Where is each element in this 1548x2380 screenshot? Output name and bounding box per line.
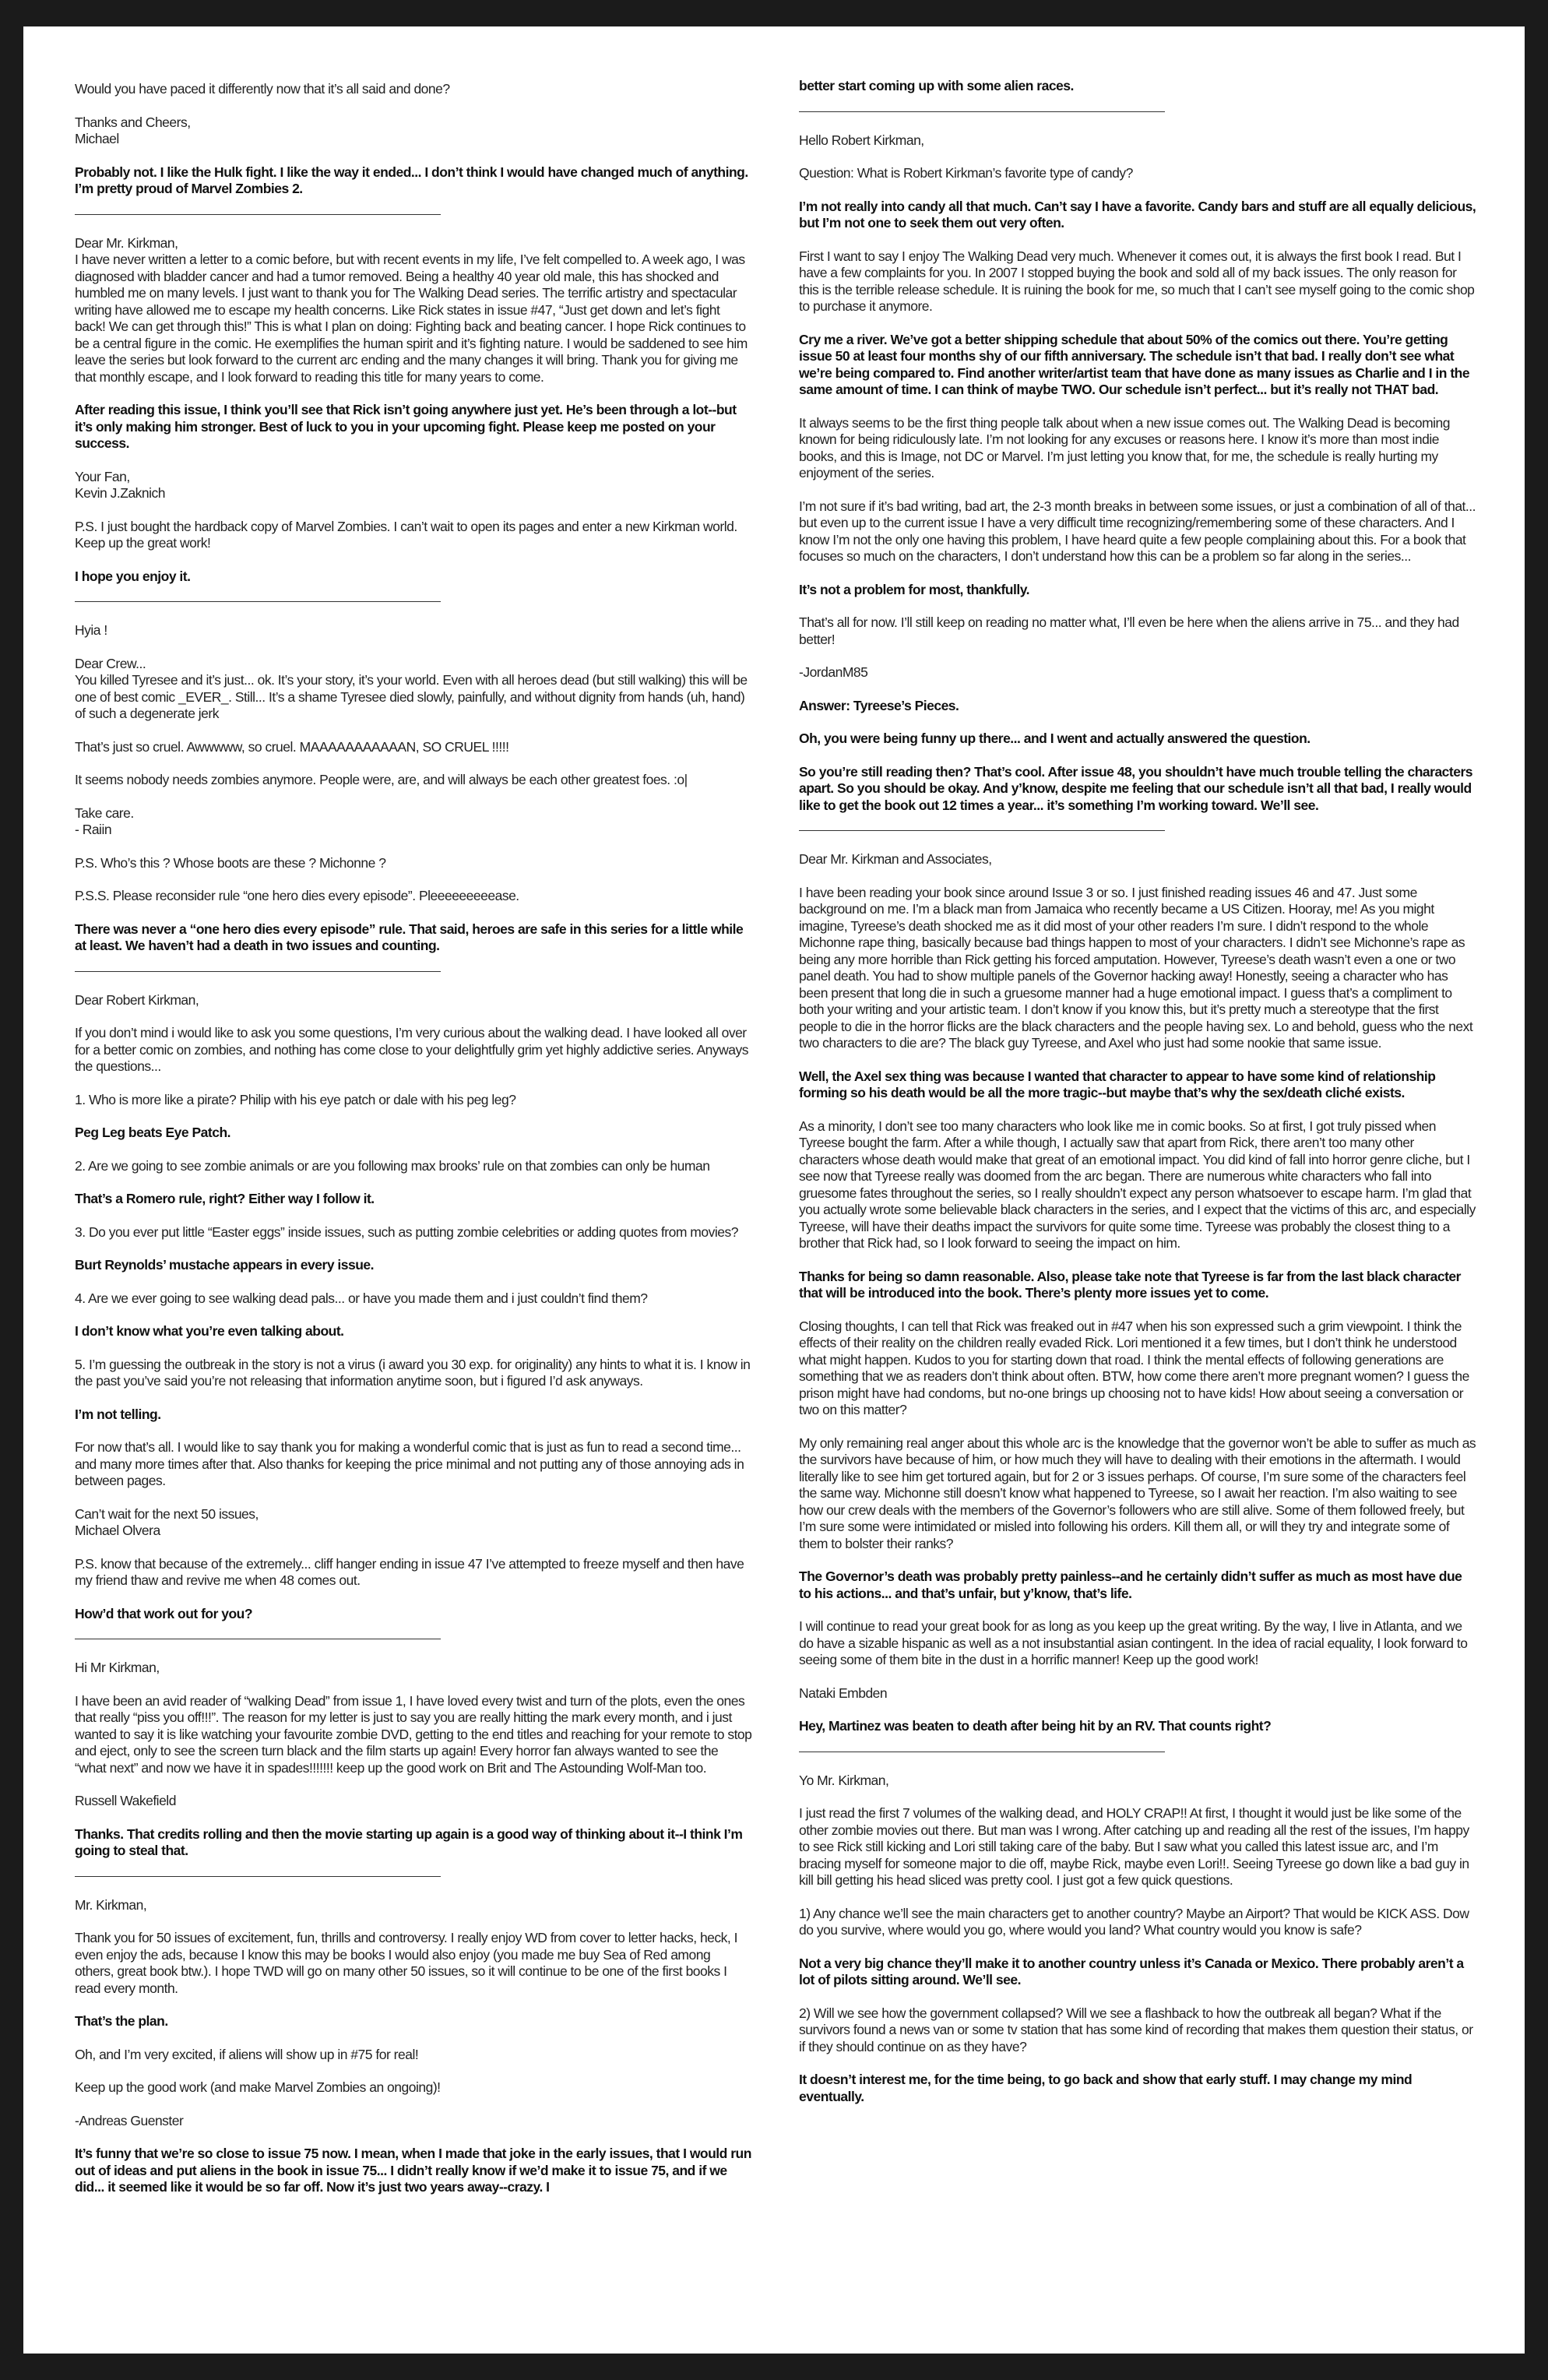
editor-reply: Probably not. I like the Hulk fight. I like the way it ended... I don’t think I would have changed much of anything. I’m pretty proud of Marvel Zombies 2. [75,164,748,196]
editor-reply: Burt Reynolds’ mustache appears in every issue. [75,1257,375,1273]
letter-paragraph: -Andreas Guenster [75,2112,184,2128]
letters-page [23,26,1525,2354]
editor-reply: better start coming up with some alien races. [799,78,1074,93]
editor-reply: I’m not really into candy all that much. Can’t say I have a favorite. Candy bars and stuff are all equally delicious, but I’m not one to seek them out very often. [799,198,1476,231]
letter-paragraph: Nataki Embden [799,1685,888,1701]
editor-reply: That’s the plan. [75,2013,168,2029]
letter-paragraph: As a minority, I don’t see too many characters who look like me in comic books. So at first, I got truly pissed when Tyreese bought the farm. After a while though, I actually saw that apart from Rick, there aren’t too many other characters whose death would make that great of an emotional impact. You did kind of fall into horror genre cliche, but I see now that Tyreese really was doomed from the arc began. There are numerous white characters who fall into gruesome fates throughout the series, so I really shouldn’t expect any person whatsoever to escape harm. I’m glad that you actually wrote some believable black characters in the series, and I expect that the victims of this arc, and especially Tyreese, will have their deaths impact the survivors for quite some time. Tyreese was probably the closest thing to a brother that Rick had, so I look forward to seeing the impact on him. [799,1118,1476,1251]
letter-paragraph: Your Fan, Kevin J.Zaknich [75,468,166,501]
letter-paragraph: Thanks and Cheers, Michael [75,114,191,146]
letter-paragraph: P.S.S. Please reconsider rule “one hero dies every episode”. Pleeeeeeeeease. [75,888,519,903]
letter-paragraph: It seems nobody needs zombies anymore. People were, are, and will always be each other greatest foes. :o| [75,772,688,787]
letter-paragraph: For now that’s all. I would like to say thank you for making a wonderful comic that is just as fun to read a second time... and many more times after that. Also thanks for keeping the price minimal and not putting any of those annoying ads in between pages. [75,1439,744,1488]
editor-reply: Not a very big chance they’ll make it to another country unless it’s Canada or Mexico. There probably aren’t a lot of pilots sitting around. We’ll see. [799,1955,1464,1987]
letter-paragraph: My only remaining real anger about this whole arc is the knowledge that the governor won’t be able to suffer as much as the survivors have because of him, or how much they will have to dealing with their emotions in the aftermath. I would literally like to see him get tortured again, but for 2 or 3 issues perhaps. Of course, I’m sure some of the characters feel the same way. Michonne still doesn’t know what happened to Tyreese, so I await her reaction. I’m also waiting to see how our crew deals with the members of the Governor’s followers who are still alive. Some of them followed freely, but I’m sure some were intimidated or misled into following his orders. Kill them all, or will they try and integrate some of them to bolster their ranks? [799,1435,1476,1551]
letter-paragraph: I will continue to read your great book for as long as you keep up the great writing. By the way, I live in Atlanta, and we do have a sizable hispanic as well as a not insubstantial asian contingent. In the idea of racial equality, I look forward to seeing some of them bite in the dust in a horrific manner! Keep up the good work! [799,1618,1468,1667]
letter-paragraph: Take care. - Raiin [75,804,134,837]
letter-paragraph: I just read the first 7 volumes of the walking dead, and HOLY CRAP!! At first, I thought it would just be like some of the other zombie movies out there. But man was I wrong. After catching up and reading all the rest of the issues, I’m happy to see Rick still kicking and Lori still taking care of the baby. But I saw what you called this latest issue arc, and I’m bracing myself for someone major to die off, maybe Rick, maybe even Lori!!. Seeing Tyreese go down like a bad guy in kill bill getting his head sliced was pretty cool. I just got a few quick questions. [799,1805,1469,1888]
letter-paragraph: If you don’t mind i would like to ask you some questions, I’m very curious about the walking dead. I have looked all over for a better comic on zombies, and nothing has come close to your delightfully grim yet highly addictive series. Anyways the questions... [75,1025,749,1074]
letter-paragraph: 2) Will we see how the government collapsed? Will we see a flashback to how the outbreak all began? What if the survivors found a news van or some tv station that has some kind of recording that makes them question their status, or if they should continue on as they have? [799,2005,1473,2054]
editor-reply: It’s not a problem for most, thankfully. [799,581,1029,597]
letter-paragraph: Hello Robert Kirkman, [799,132,924,148]
section-divider [75,1876,441,1877]
section-divider [799,830,1165,831]
editor-reply: I don’t know what you’re even talking about. [75,1323,344,1339]
letter-paragraph: Can’t wait for the next 50 issues, Michael Olvera [75,1505,259,1538]
editor-reply: After reading this issue, I think you’ll see that Rick isn’t going anywhere just yet. He’s been through a lot--but it’s only making him stronger. Best of luck to you in your upcoming fight. Please keep me posted on your success. [75,402,737,451]
editor-reply: How’d that work out for you? [75,1605,253,1621]
letter-paragraph: Question: What is Robert Kirkman’s favorite type of candy? [799,165,1133,181]
right-column [799,78,1476,2121]
editor-reply: Well, the Axel sex thing was because I wanted that character to appear to have some kind of relationship forming so his death would be all the more tragic--but maybe that’s why the sex/death cliché exists. [799,1068,1436,1100]
editor-reply: I hope you enjoy it. [75,568,191,584]
editor-reply: Answer: Tyreese’s Pieces. [799,697,959,713]
section-divider [799,111,1165,112]
letter-paragraph: Keep up the good work (and make Marvel Zombies an ongoing)! [75,2079,441,2095]
letter-paragraph: -JordanM85 [799,664,868,680]
editor-reply: There was never a “one hero dies every episode” rule. That said, heroes are safe in this series for a little while at least. We haven’t had a death in two issues and counting. [75,921,744,953]
editor-reply: I’m not telling. [75,1406,161,1422]
letter-paragraph: 3. Do you ever put little “Easter eggs” inside issues, such as putting zombie celebrities or adding quotes from movies? [75,1223,738,1240]
section-divider [75,601,441,602]
letter-paragraph: That’s just so cruel. Awwwww, so cruel. MAAAAAAAAAAAN, SO CRUEL !!!!! [75,738,509,755]
section-divider [75,971,441,972]
editor-reply: The Governor’s death was probably pretty painless--and he certainly didn’t suffer as much as most have due to his actions... and that’s unfair, but y’know, that’s life. [799,1568,1462,1601]
letter-paragraph: Hi Mr Kirkman, [75,1660,160,1675]
letter-paragraph: Thank you for 50 issues of excitement, fun, thrills and controversy. I really enjoy WD from cover to letter hacks, heck, I even enjoy the ads, because I know this may be books I would also enjoy (you made me buy Sea of Red among others, great book btw.). I hope TWD will go on many other 50 issues, so it will continue to be one of the first books I read every month. [75,1930,737,1996]
letter-paragraph: Hyia ! [75,622,107,638]
editor-reply: Hey, Martinez was beaten to death after being hit by an RV. That counts right? [799,1718,1272,1734]
editor-reply: Thanks for being so damn reasonable. Also, please take note that Tyreese is far from the last black character that will be introduced into the book. There’s plenty more issues yet to come. [799,1268,1461,1301]
letter-paragraph: 2. Are we going to see zombie animals or are you following max brooks’ rule on that zombies can only be human [75,1157,710,1174]
letter-paragraph: Dear Mr. Kirkman and Associates, [799,851,992,867]
editor-reply: Peg Leg beats Eye Patch. [75,1125,231,1140]
editor-reply: It’s funny that we’re so close to issue 75 now. I mean, when I made that joke in the early issues, that I would run out of ideas and put aliens in the book in issue 75... I didn’t really know if we’d make it to issue 75, and if we did... it seemed like it would be so far off. Now it’s just two years away--crazy. I [75,2146,751,2195]
letter-paragraph: Russell Wakefield [75,1793,176,1808]
letter-paragraph: Oh, and I’m very excited, if aliens will show up in #75 for real! [75,2046,419,2062]
letter-paragraph: Mr. Kirkman, [75,1896,147,1913]
letter-paragraph: That’s all for now. I’ll still keep on reading no matter what, I’ll even be here when the aliens arrive in 75... and they had better! [799,614,1459,647]
section-divider [75,214,441,215]
letter-paragraph: P.S. know that because of the extremely... cliff hanger ending in issue 47 I’ve attempted to freeze myself and then have my friend thaw and revive me when 48 comes out. [75,1555,744,1588]
letter-paragraph: Yo Mr. Kirkman, [799,1772,889,1788]
letter-paragraph: 1) Any chance we’ll see the main characters get to another country? Maybe an Airport? That would be KICK ASS. Dow do you survive, where would you go, where would you land? What country would you know is safe? [799,1905,1469,1938]
left-column [75,81,752,2213]
letter-paragraph: First I want to say I enjoy The Walking Dead very much. Whenever it comes out, it is always the first book I read. But I have a few complaints for you. In 2007 I stopped buying the book and sold all of my back issues. The only reason for this is the terrible release schedule. It is ruining the book for me, so much that I can’t see myself going to the comic shop to purchase it anymore. [799,248,1475,314]
editor-reply: It doesn’t interest me, for the time being, to go back and show that early stuff. I may change my mind eventually. [799,2072,1413,2104]
letter-paragraph: 1. Who is more like a pirate? Philip with his eye patch or dale with his peg leg? [75,1091,516,1107]
letter-paragraph: P.S. Who’s this ? Whose boots are these ? Michonne ? [75,854,386,871]
letter-paragraph: Would you have paced it differently now that it’s all said and done? [75,81,450,97]
letter-paragraph: I’m not sure if it’s bad writing, bad art, the 2-3 month breaks in between some issues, or just a combination of all of that... but even up to the current issue I have a very difficult time recognizing/remembering some of these characters. And I know I’m not the only one having this problem, I have heard quite a few people complaining about this. For a book that focuses so much on the characters, I don’t understand how this can be a problem so far along in the series... [799,498,1476,564]
letter-paragraph: Dear Mr. Kirkman, I have never written a letter to a comic before, but with recent events in my life, I’ve felt compelled to. A week ago, I was diagnosed with bladder cancer and had a tumor removed. Being a healthy 40 year old male, this has shocked and humbled me on many levels. I just want to thank you for The Walking Dead series. The terrific artistry and spectacular writing have allowed me to escape my health concerns. Like Rick states in issue #47, “Just get down and let’s fight back! We can get through this!” This is what I plan on doing: Fighting back and beating cancer. I hope Rick continues to be a central figure in the comic. He exemplifies the human spirit and it’s fighting nature. I would be saddened to see him leave the series but look forward to the current arc ending and the many changes it will bring. Thank you for giving me that monthly escape, and I look forward to reading this title for many years to come. [75,234,748,385]
letter-paragraph: Dear Robert Kirkman, [75,991,199,1008]
editor-reply: Cry me a river. We’ve got a better shipping schedule that about 50% of the comics out there. You’re getting issue 50 at least four months shy of our fifth anniversary. The schedule isn’t that bad. I really don’t see what we’re being compared to. Find another writer/artist team that have done as many issues as Charlie and I in the same amount of time. I can think of maybe TWO. Our schedule isn’t perfect... but it’s really not THAT bad. [799,331,1470,397]
letter-paragraph: 4. Are we ever going to see walking dead pals... or have you made them and i just couldn’t find them? [75,1290,648,1306]
editor-reply: So you’re still reading then? That’s cool. After issue 48, you shouldn’t have much trouble telling the characters apart. So you should be okay. And y’know, despite me feeling that our schedule isn’t all that bad, I really would like to get the book out 12 times a year... it’s something I’m working toward. We’ll see. [799,763,1473,813]
letter-paragraph: P.S. I just bought the hardback copy of Marvel Zombies. I can’t wait to open its pages and enter a new Kirkman world. Keep up the great work! [75,518,737,551]
letter-paragraph: I have been an avid reader of “walking Dead” from issue 1, I have loved every twist and turn of the plots, even the ones that really “piss you off!!!”. The reason for my letter is just to say you are really hitting the mark every month, and i just wanted to say it is like watching your favourite zombie DVD, getting to the end titles and reaching for your remote to stop and eject, only to see the screen turn black and the film starts up again! Every horror fan always wanted to see the “what next” and now we have it in spades!!!!!!! keep up the good work on Brit and The Astounding Wolf-Man too. [75,1692,752,1776]
letter-paragraph: I have been reading your book since around Issue 3 or so. I just finished reading issues 46 and 47. Just some background on me. I’m a black man from Jamaica who recently became a US Citizen. Hooray, me! As you might imagine, Tyreese’s death shocked me as it did most of your other readers I’m sure. I didn’t respond to the whole Michonne rape thing, basically because bad things happen to most of your characters. I didn’t see Michonne’s rape as being any more horrible than Rick getting his forced amputation. However, Tyreese’s death wasn’t even a one or two panel death. You had to show multiple panels of the Governor hacking away! Honestly, seeing a character who has been present that long die in such a gruesome manner had a huge emotional impact. I guess that’s a compliment to both your writing and your artistic team. I don’t know if you know this, but it’s pretty much a stereotype that the first people to die in the horror flicks are the black characters and the people having sex. Lo and behold, guess who the next two characters to die are? The black guy Tyreese, and Axel who just had some nookie that same issue. [799,884,1473,1051]
letter-paragraph: 5. I’m guessing the outbreak in the story is not a virus (i award you 30 exp. for originality) any hints to what it is. I know in the past you’ve said you’re not releasing that information anytime soon, but i figured I’d ask anyways. [75,1356,751,1389]
letter-paragraph: Closing thoughts, I can tell that Rick was freaked out in #47 when his son expressed such a grim viewpoint. I think the effects of their reality on the children really evaded Rick. Lori mentioned it a few times, but I don’t think he understood what might happen. Kudos to you for starting down that road. I think the mental effects of following generations are something that we as readers don’t think about often. BTW, how come there aren’t more pregnant women? I guess the prison might have had condoms, but no-one brings up choosing not to have kids! How about seeing a conversation or two on this matter? [799,1318,1469,1417]
letter-paragraph: Dear Crew... You killed Tyresee and it’s just... ok. It’s your story, it’s your world. Even with all heroes dead (but still walking) this will be one of best comic _EVER_. Still... It’s a shame Tyresee died slowly, painfully, and without dignity from hands (uh, hand) of such a degenerate jerk [75,655,748,721]
editor-reply: Oh, you were being funny up there... and I went and actually answered the question. [799,731,1311,746]
letter-paragraph: It always seems to be the first thing people talk about when a new issue comes out. The Walking Dead is becoming known for being ridiculously late. I’m not looking for any excuses or reasons here. I know it’s more than most indie books, and this is Image, not DC or Marvel. I’m just letting you know that, for me, the schedule is really hurting my enjoyment of the series. [799,414,1451,481]
editor-reply: That’s a Romero rule, right? Either way I follow it. [75,1191,375,1206]
editor-reply: Thanks. That credits rolling and then the movie starting up again is a good way of thinking about it--I think I’m going to steal that. [75,1825,743,1858]
